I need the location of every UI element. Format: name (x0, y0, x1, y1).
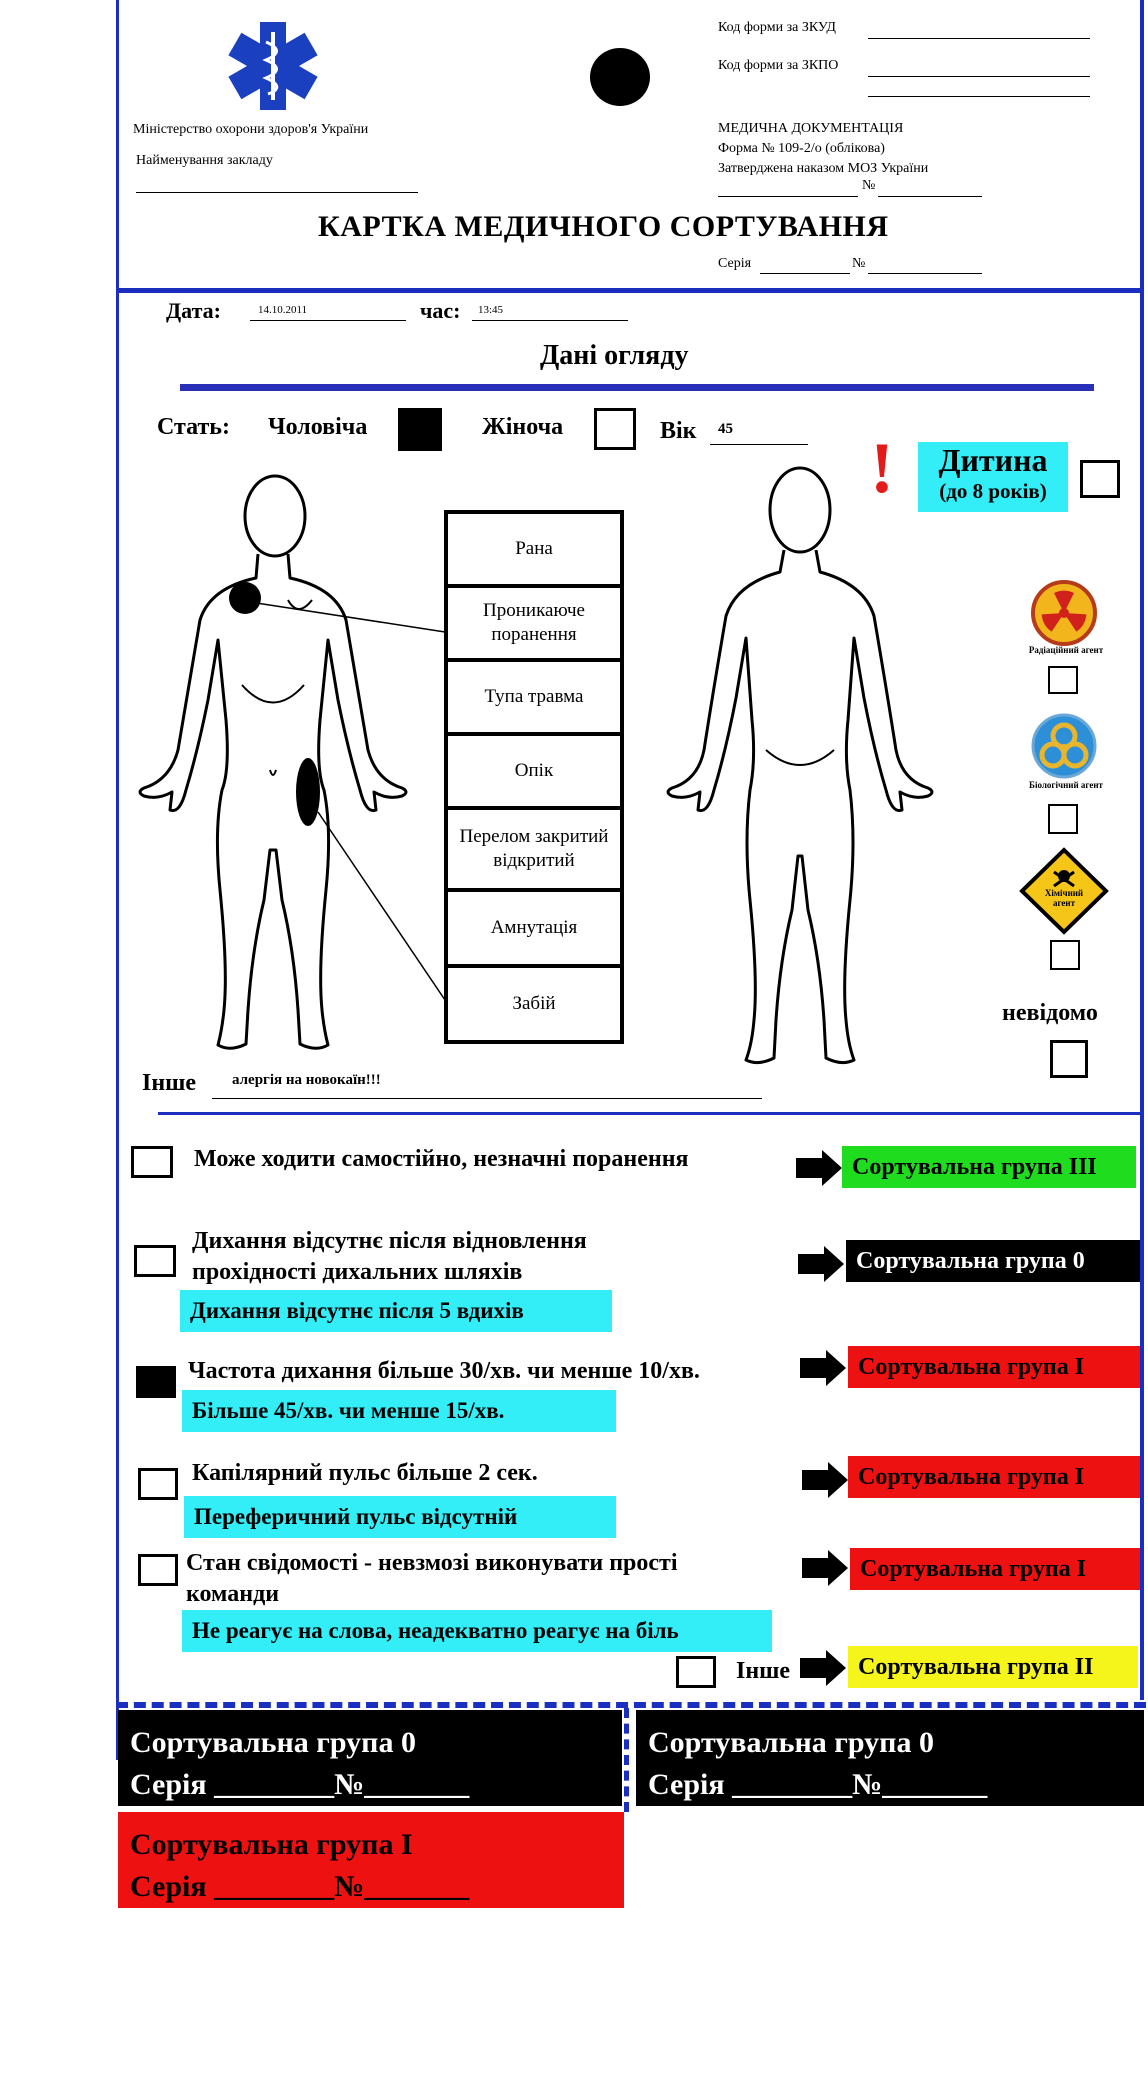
other-value[interactable]: алергія на новокаїн!!! (232, 1072, 381, 1088)
injury-pointer-lines (240, 590, 450, 1010)
arrow-right-icon (796, 1150, 842, 1186)
date-value[interactable]: 14.10.2011 (258, 304, 308, 316)
triage-checkbox-consciousness[interactable] (138, 1554, 178, 1586)
radiation-checkbox[interactable] (1048, 666, 1078, 694)
triage-checkbox-resp-rate[interactable] (136, 1366, 176, 1398)
approved-number-sign: № (862, 178, 876, 193)
body-back-diagram (660, 460, 940, 1080)
injury-contusion[interactable]: Забій (444, 964, 624, 1044)
triage-sub-no-breathing: Дихання відсутнє після 5 вдихів (180, 1290, 612, 1332)
triage-checkbox-walk[interactable] (131, 1146, 173, 1178)
code-zkud-line[interactable] (868, 38, 1090, 39)
unknown-checkbox[interactable] (1050, 1040, 1088, 1078)
triage-group-walk: Сортувальна група III (842, 1146, 1136, 1188)
child-checkbox[interactable] (1080, 460, 1120, 498)
injury-fracture[interactable]: Перелом закритий відкритий (444, 806, 624, 892)
triage-question-no-breathing: Дихання відсутнє після відновлення прохідності дихальних шляхів (192, 1228, 587, 1285)
other-section-rule (158, 1112, 1140, 1115)
injury-penetrating[interactable]: Проникаюче поранення (444, 584, 624, 662)
form-title: КАРТКА МЕДИЧНОГО СОРТУВАННЯ (318, 210, 889, 243)
approved-text: Затверджена наказом МОЗ України (718, 161, 929, 176)
arrow-right-icon (798, 1246, 844, 1282)
sex-label: Стать: (157, 414, 230, 440)
triage-sub-resp-rate: Більше 45/хв. чи менше 15/хв. (182, 1390, 616, 1432)
tear-off-slip-2[interactable] (636, 1710, 1144, 1806)
unknown-label: невідомо (1002, 1000, 1098, 1026)
form-number: Форма № 109-2/о (облікова) (718, 141, 885, 156)
injury-wound[interactable]: Рана (444, 510, 624, 588)
tear-off-slip-3-group: Сортувальна група I (130, 1828, 413, 1861)
black-dot (590, 48, 650, 106)
male-label: Чоловіча (268, 414, 368, 440)
tear-off-slip-1-group: Сортувальна група 0 (130, 1726, 416, 1759)
tear-off-vertical-dashed (624, 1708, 629, 1812)
tear-off-slip-3-series: Серія ________№_______ (130, 1870, 470, 1903)
radiation-icon (1024, 580, 1104, 646)
triage-question-resp-rate: Частота дихання більше 30/хв. чи менше 10/хв. (188, 1358, 700, 1384)
male-checkbox[interactable] (398, 408, 442, 451)
approved-line-2[interactable] (878, 196, 982, 197)
triage-question-capillary: Капілярний пульс більше 2 сек. (192, 1460, 538, 1486)
biological-checkbox[interactable] (1048, 804, 1078, 834)
triage-sub-capillary: Переферичний пульс відсутній (184, 1496, 616, 1538)
tear-off-slip-1[interactable] (118, 1710, 622, 1806)
code-zkpo-line[interactable] (868, 76, 1090, 77)
arrow-right-icon (800, 1650, 846, 1686)
arrow-right-icon (800, 1350, 846, 1386)
arrow-right-icon (802, 1462, 848, 1498)
section-rule (180, 384, 1094, 391)
child-box (918, 442, 1068, 512)
tear-off-slip-3[interactable] (118, 1812, 624, 1908)
chemical-sign-text: Хімічний агент (1044, 888, 1084, 908)
triage-checkbox-no-breathing[interactable] (134, 1245, 176, 1277)
time-value[interactable]: 13:45 (478, 304, 504, 316)
injury-burn[interactable]: Опік (444, 732, 624, 810)
radiation-label: Радіаційний агент (1028, 645, 1104, 655)
triage-checkbox-capillary[interactable] (138, 1468, 178, 1500)
section-title: Дані огляду (540, 340, 689, 371)
age-line (710, 444, 808, 445)
chemical-checkbox[interactable] (1050, 940, 1080, 970)
age-label: Вік (660, 418, 697, 444)
other-line (212, 1098, 762, 1099)
code-zkud-label: Код форми за ЗКУД (718, 20, 836, 35)
triage-question-other: Інше (736, 1658, 791, 1684)
tear-off-slip-1-series: Серія ________№_______ (130, 1768, 470, 1801)
triage-group-consciousness: Сортувальна група I (850, 1548, 1140, 1590)
facility-label: Найменування закладу (136, 153, 273, 168)
star-of-life-logo (218, 22, 328, 110)
child-label: Дитина (938, 442, 1048, 478)
female-label: Жіноча (482, 414, 564, 440)
biological-label: Біологічний агент (1029, 780, 1103, 790)
age-value[interactable]: 45 (718, 421, 733, 437)
header-bottom-rule (116, 288, 1144, 293)
page-right-border (1140, 0, 1144, 1700)
injury-blunt-trauma[interactable]: Тупа травма (444, 658, 624, 736)
triage-checkbox-other[interactable] (676, 1656, 716, 1688)
page-left-border (116, 0, 119, 1760)
time-line (472, 320, 628, 321)
doc-type: МЕДИЧНА ДОКУМЕНТАЦІЯ (718, 121, 904, 136)
code-extra-line[interactable] (868, 96, 1090, 97)
tear-off-slip-2-series: Серія ________№_______ (648, 1768, 988, 1801)
date-line (250, 320, 406, 321)
series-line[interactable] (760, 273, 850, 274)
approved-line-1[interactable] (718, 196, 858, 197)
triage-question-consciousness: Стан свідомості - невзмозі виконувати прості команди (186, 1550, 678, 1607)
injury-amputation[interactable]: Амнутація (444, 888, 624, 968)
series-number-line[interactable] (868, 273, 982, 274)
child-sub: (до 8 років) (939, 479, 1047, 503)
ministry-name: Міністерство охорони здоров'я України (133, 122, 369, 137)
time-label: час: (420, 298, 461, 323)
exclamation-icon: ! (870, 428, 894, 508)
code-zkpo-label: Код форми за ЗКПО (718, 58, 839, 73)
series-label: Серія (718, 256, 752, 271)
biohazard-icon (1024, 712, 1104, 780)
triage-group-resp-rate: Сортувальна група I (848, 1346, 1140, 1388)
triage-group-capillary: Сортувальна група I (848, 1456, 1140, 1498)
tear-off-dashed-line (116, 1702, 1146, 1708)
arrow-right-icon (802, 1550, 848, 1586)
facility-line[interactable] (136, 192, 418, 193)
date-label: Дата: (166, 298, 221, 323)
triage-group-no-breathing: Сортувальна група 0 (846, 1240, 1140, 1282)
tear-off-slip-2-group: Сортувальна група 0 (648, 1726, 934, 1759)
female-checkbox[interactable] (594, 408, 636, 450)
triage-question-walk: Може ходити самостійно, незначні поранення (194, 1146, 689, 1172)
triage-sub-consciousness: Не реагує на слова, неадекватно реагує на біль (182, 1610, 772, 1652)
series-number-sign: № (852, 256, 866, 271)
triage-group-other: Сортувальна група II (848, 1646, 1138, 1688)
other-label: Інше (142, 1070, 197, 1096)
